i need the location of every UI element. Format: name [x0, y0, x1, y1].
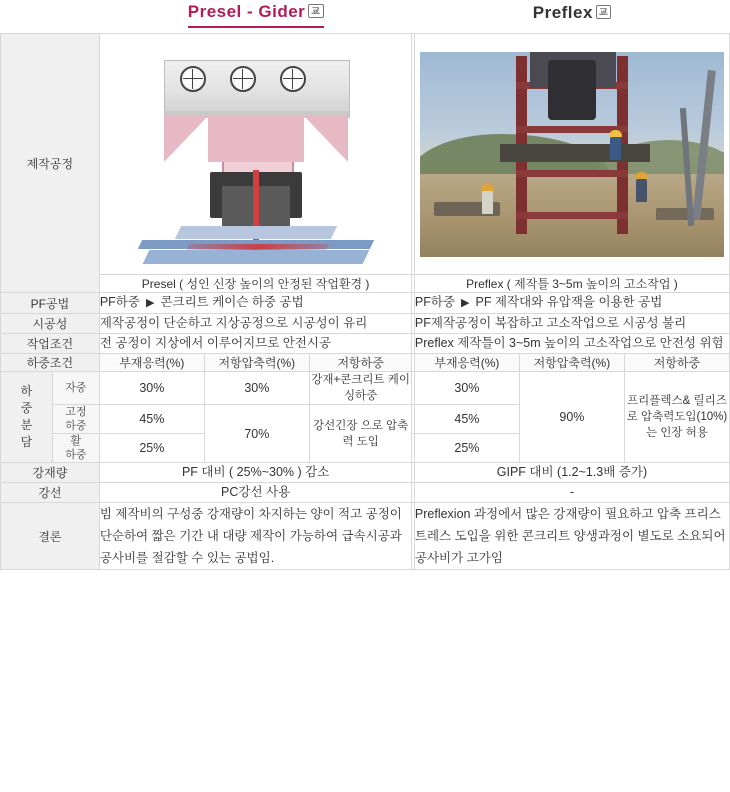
- hydraulic-cylinder: [548, 60, 596, 120]
- row-label-steel-amount: 강재량: [1, 463, 100, 483]
- steel-amount-right: GIPF 대비 (1.2~1.3배 증가): [414, 463, 729, 483]
- row-label-load-share: 하 중 분 담: [1, 372, 53, 463]
- load-header-member-stress-left: 부재응력(%): [99, 354, 204, 372]
- arrow-icon: ▶: [145, 297, 155, 309]
- left-member-stress-self: 30%: [99, 372, 204, 405]
- pf-method-left-prefix: PF하중: [99, 295, 140, 309]
- presel-illustration: [126, 52, 386, 257]
- material-pile: [656, 208, 714, 220]
- sublabel-dead-load: 고정 하중: [52, 405, 99, 434]
- row-load-condition: [1, 354, 730, 372]
- preflex-photo-cell: [414, 34, 729, 275]
- header-preflex: [414, 0, 729, 34]
- header-presel: [99, 0, 412, 34]
- platform-base: [142, 250, 369, 264]
- pf-method-left-text: 콘크리트 케이슨 하중 공법: [160, 295, 304, 309]
- load-header-resist-compress-right: 저항압축력(%): [519, 354, 624, 372]
- constructability-right: PF제작공정이 복잡하고 고소작업으로 시공성 불리: [414, 314, 729, 334]
- right-member-stress-self: 30%: [414, 372, 519, 405]
- platform-plate: [174, 226, 336, 239]
- left-member-stress-dead: 45%: [99, 405, 204, 434]
- worker-figure: [610, 136, 621, 160]
- left-resist-load-self: 강재+콘크리트 케이싱하중: [309, 372, 412, 405]
- frame-crossbeam: [516, 212, 628, 219]
- row-process: [1, 34, 730, 275]
- header-presel-badge: 교: [308, 4, 323, 18]
- preflex-caption: Preflex ( 제작틀 3~5m 높이의 고소작업 ): [414, 275, 729, 293]
- strand-right: -: [414, 483, 729, 503]
- pf-method-right-prefix: PF하중: [414, 295, 456, 309]
- load-header-resist-load-right: 저항하중: [624, 354, 729, 372]
- anchor-circle-icon: [180, 66, 206, 92]
- row-label-load-condition: 하중조건: [1, 354, 100, 372]
- pf-method-right-text: PF 제작대와 유압잭을 이용한 공법: [475, 295, 663, 309]
- left-resist-compress-rest: 70%: [204, 405, 309, 463]
- row-label-pf-method: PF공법: [1, 293, 100, 314]
- pf-method-right: [414, 293, 729, 314]
- frame-crossbeam: [516, 170, 628, 177]
- constructability-left: 제작공정이 단순하고 지상공정으로 시공성이 유리: [99, 314, 412, 334]
- row-work-condition: [1, 334, 730, 354]
- row-strand: [1, 483, 730, 503]
- header-spacer: [1, 0, 100, 34]
- row-process-captions: [1, 275, 730, 293]
- right-resist-compress: 90%: [519, 372, 624, 463]
- row-load-share-1: [1, 372, 730, 405]
- presel-illustration-cell: [99, 34, 412, 275]
- row-pf-method: [1, 293, 730, 314]
- work-condition-right: Preflex 제작틀이 3~5m 높이의 고소작업으로 안전성 위험: [414, 334, 729, 354]
- row-label-conclusion: 결론: [1, 503, 100, 570]
- anchor-circle-icon: [280, 66, 306, 92]
- row-label-constructability: 시공성: [1, 314, 100, 334]
- row-constructability: [1, 314, 730, 334]
- right-member-stress-dead: 45%: [414, 405, 519, 434]
- worker-figure: [482, 190, 493, 214]
- left-resist-load-rest: 강선긴장 으로 압축력 도입: [309, 405, 412, 463]
- header-preflex-title: Preflex: [532, 3, 593, 22]
- work-condition-left: 전 공정이 지상에서 이루어지므로 안전시공: [99, 334, 412, 354]
- conclusion-left: 빔 제작비의 구성중 강재량이 차지하는 양이 적고 공정이 단순하여 짧은 기간 내 대량 제작이 가능하여 급속시공과 공사비를 절감할 수 있는 공법임.: [99, 503, 412, 570]
- worker-figure: [636, 178, 647, 202]
- left-member-stress-live: 25%: [99, 434, 204, 463]
- load-header-resist-compress-left: 저항압축력(%): [204, 354, 309, 372]
- sublabel-self-weight: 자중: [52, 372, 99, 405]
- strand-left: PC강선 사용: [99, 483, 412, 503]
- row-label-strand: 강선: [1, 483, 100, 503]
- load-header-member-stress-right: 부재응력(%): [414, 354, 519, 372]
- beam-web: [208, 116, 304, 162]
- left-resist-compress-self: 30%: [204, 372, 309, 405]
- header-row: [1, 0, 730, 34]
- sublabel-live-load: 활 하중: [52, 434, 99, 463]
- presel-caption: Presel ( 성인 신장 높이의 안정된 작업환경 ): [99, 275, 412, 293]
- right-member-stress-live: 25%: [414, 434, 519, 463]
- conclusion-right: Preflexion 과정에서 많은 강재량이 필요하고 압축 프리스트레스 도입을 위한 콘크리트 양생과정이 별도로 소요되어 공사비가 고가임: [414, 503, 729, 570]
- preflex-photo: [420, 52, 724, 257]
- pf-method-left: [99, 293, 412, 314]
- right-resist-load: 프리플렉스& 릴리즈로 압축력도입(10%)는 인장 허용: [624, 372, 729, 463]
- load-header-resist-load-left: 저항하중: [309, 354, 412, 372]
- header-preflex-badge: 교: [596, 5, 611, 19]
- arrow-icon: ▶: [461, 297, 470, 309]
- row-label-process: 제작공정: [1, 34, 100, 293]
- header-presel-title: Presel - Gider: [187, 2, 306, 21]
- beam-taper-right: [304, 116, 348, 162]
- row-label-work-condition: 작업조건: [1, 334, 100, 354]
- beam-taper-left: [164, 116, 208, 162]
- anchor-circle-icon: [230, 66, 256, 92]
- dark-beam: [500, 144, 650, 162]
- row-steel-amount: [1, 463, 730, 483]
- row-conclusion: [1, 503, 730, 570]
- steel-amount-left: PF 대비 ( 25%~30% ) 감소: [99, 463, 412, 483]
